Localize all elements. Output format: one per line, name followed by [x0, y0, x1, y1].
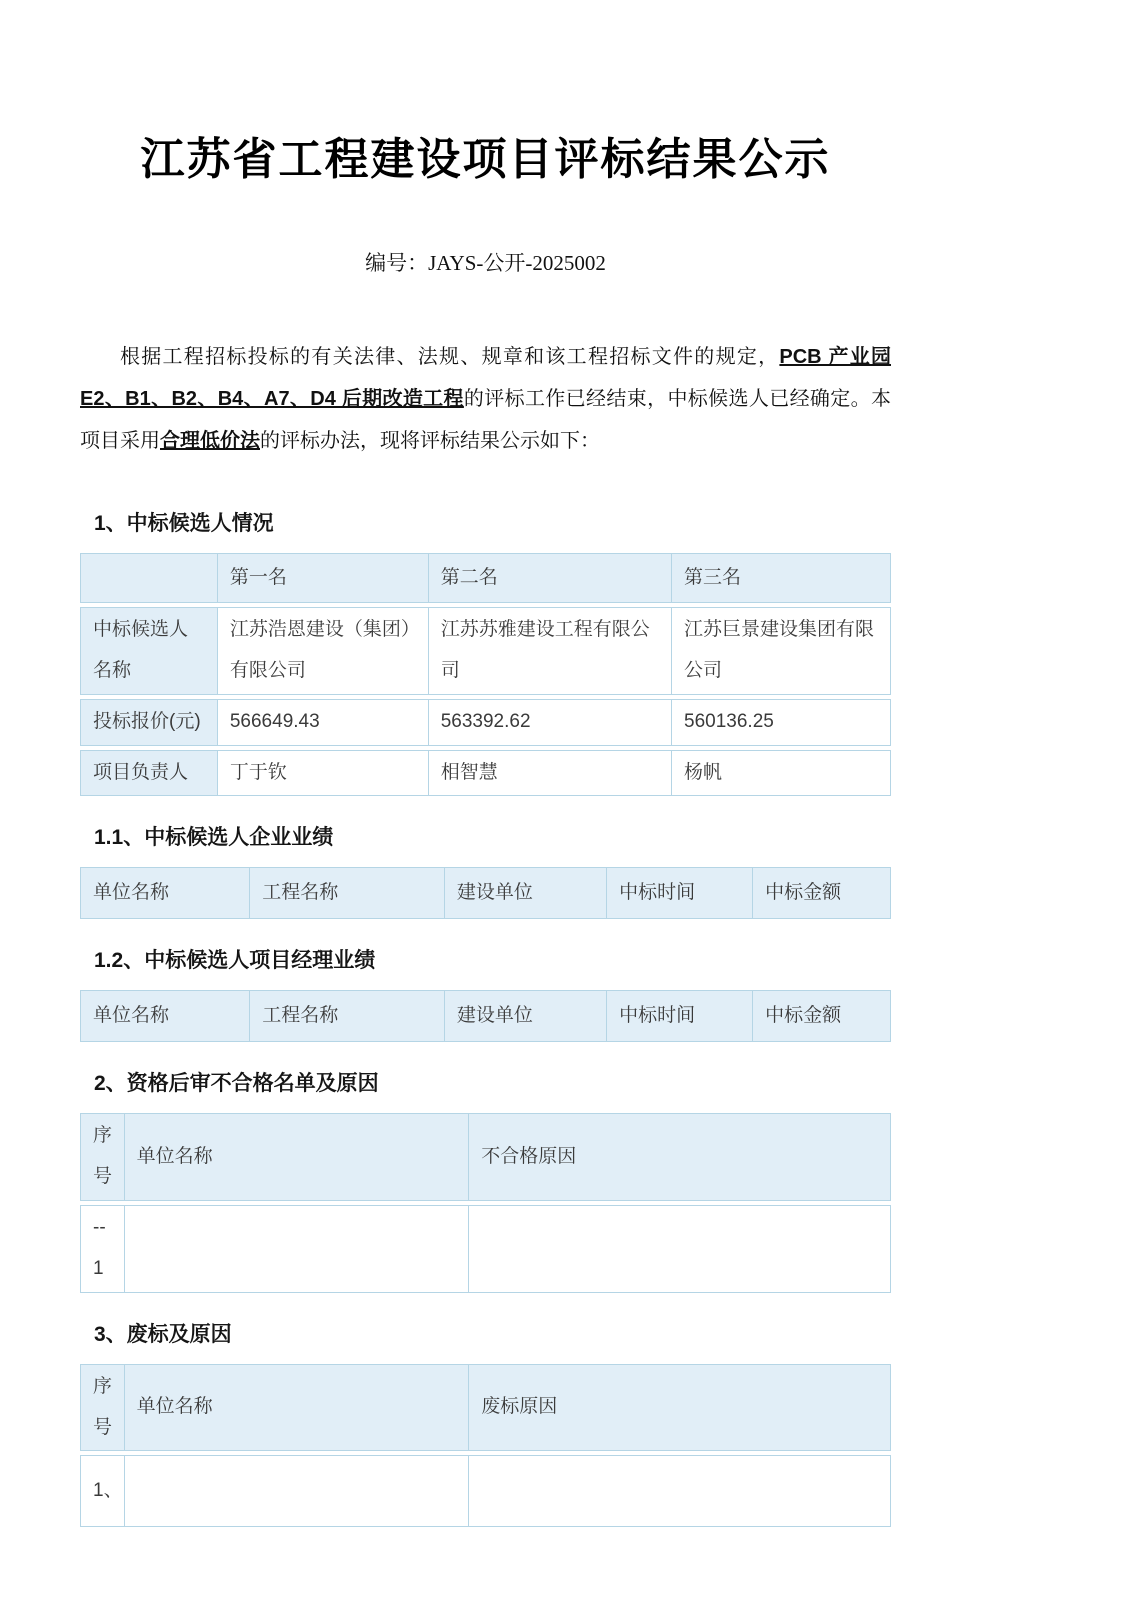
section-2-heading: 2、资格后审不合格名单及原因 — [94, 1072, 379, 1096]
company-performance-table — [80, 863, 891, 923]
table-row — [80, 1455, 891, 1527]
table-header-cell: 中标金额 — [753, 867, 891, 919]
table-cell: 江苏苏雅建设工程有限公司 — [429, 607, 672, 695]
corner-cell — [80, 553, 218, 603]
intro-text: 根据工程招标投标的有关法律、法规、规章和该工程招标文件的规定， — [120, 346, 780, 368]
table-cell: 相智慧 — [429, 750, 672, 797]
intro-text: 的评标工作已经结束，中标候选人已经确定。本项目采用 — [80, 388, 891, 452]
bid-price-row — [80, 699, 891, 746]
table-header-cell: 序号 — [80, 1364, 125, 1452]
table-header-cell: 工程名称 — [250, 867, 445, 919]
table-header-cell: 工程名称 — [250, 990, 445, 1042]
table-cell: 560136.25 — [672, 699, 891, 746]
table-header-cell: 序号 — [80, 1113, 125, 1201]
table-header-cell: 建设单位 — [445, 990, 607, 1042]
table-cell: 563392.62 — [429, 699, 672, 746]
table-header-cell: 单位名称 — [80, 990, 250, 1042]
rank3-header-cell: 第三名 — [672, 553, 891, 603]
table-row — [80, 1205, 891, 1293]
candidates-header-row — [80, 553, 891, 603]
candidates-table — [80, 549, 891, 800]
table-header-row — [80, 867, 891, 919]
table-cell — [469, 1205, 891, 1293]
table-cell: 566649.43 — [218, 699, 429, 746]
table-cell: 杨帆 — [672, 750, 891, 797]
evaluation-method-emphasis: 合理低价法 — [160, 430, 260, 452]
table-header-cell: 中标金额 — [753, 990, 891, 1042]
rank2-header-cell: 第二名 — [429, 553, 672, 603]
section-3-heading: 3、废标及原因 — [94, 1322, 232, 1346]
table-header-cell: 单位名称 — [80, 867, 250, 919]
row-label-cell: 项目负责人 — [80, 750, 218, 797]
table-header-cell: 建设单位 — [445, 867, 607, 919]
table-cell — [125, 1455, 470, 1527]
serial-cell: 1、 — [80, 1455, 125, 1527]
row-label-cell: 中标候选人名称 — [80, 607, 218, 695]
table-header-cell: 废标原因 — [469, 1364, 891, 1452]
page-title: 江苏省工程建设项目评标结果公示 — [140, 135, 831, 184]
table-cell — [469, 1455, 891, 1527]
section-1-2-heading: 1.2、中标候选人项目经理业绩 — [94, 949, 376, 973]
table-header-cell: 单位名称 — [125, 1113, 470, 1201]
manager-performance-table — [80, 986, 891, 1046]
serial-cell: --1 — [80, 1205, 125, 1293]
rank1-header-cell: 第一名 — [218, 553, 429, 603]
intro-paragraph — [80, 336, 891, 462]
table-header-row — [80, 990, 891, 1042]
section-1-heading: 1、中标候选人情况 — [94, 512, 274, 535]
project-name-emphasis: PCB 产业园 E2、B1、B2、B4、A7、D4 后期改造工程 — [80, 346, 891, 410]
table-cell: 丁于钦 — [218, 750, 429, 797]
table-header-cell: 单位名称 — [125, 1364, 470, 1452]
doc-number: 编号：JAYS-公开-2025002 — [365, 251, 606, 275]
disqualified-table — [80, 1109, 891, 1296]
table-header-cell: 中标时间 — [607, 867, 753, 919]
table-cell: 江苏浩恩建设（集团）有限公司 — [218, 607, 429, 695]
row-label-cell: 投标报价(元) — [80, 699, 218, 746]
candidate-name-row — [80, 607, 891, 695]
intro-text: 的评标办法，现将评标结果公示如下： — [260, 430, 600, 452]
table-header-cell: 不合格原因 — [469, 1113, 891, 1201]
table-header-cell: 中标时间 — [607, 990, 753, 1042]
table-cell: 江苏巨景建设集团有限公司 — [672, 607, 891, 695]
table-header-row — [80, 1113, 891, 1201]
rejected-bids-table — [80, 1360, 891, 1532]
table-cell — [125, 1205, 470, 1293]
project-manager-row — [80, 750, 891, 797]
table-header-row — [80, 1364, 891, 1452]
section-1-1-heading: 1.1、中标候选人企业业绩 — [94, 826, 334, 850]
